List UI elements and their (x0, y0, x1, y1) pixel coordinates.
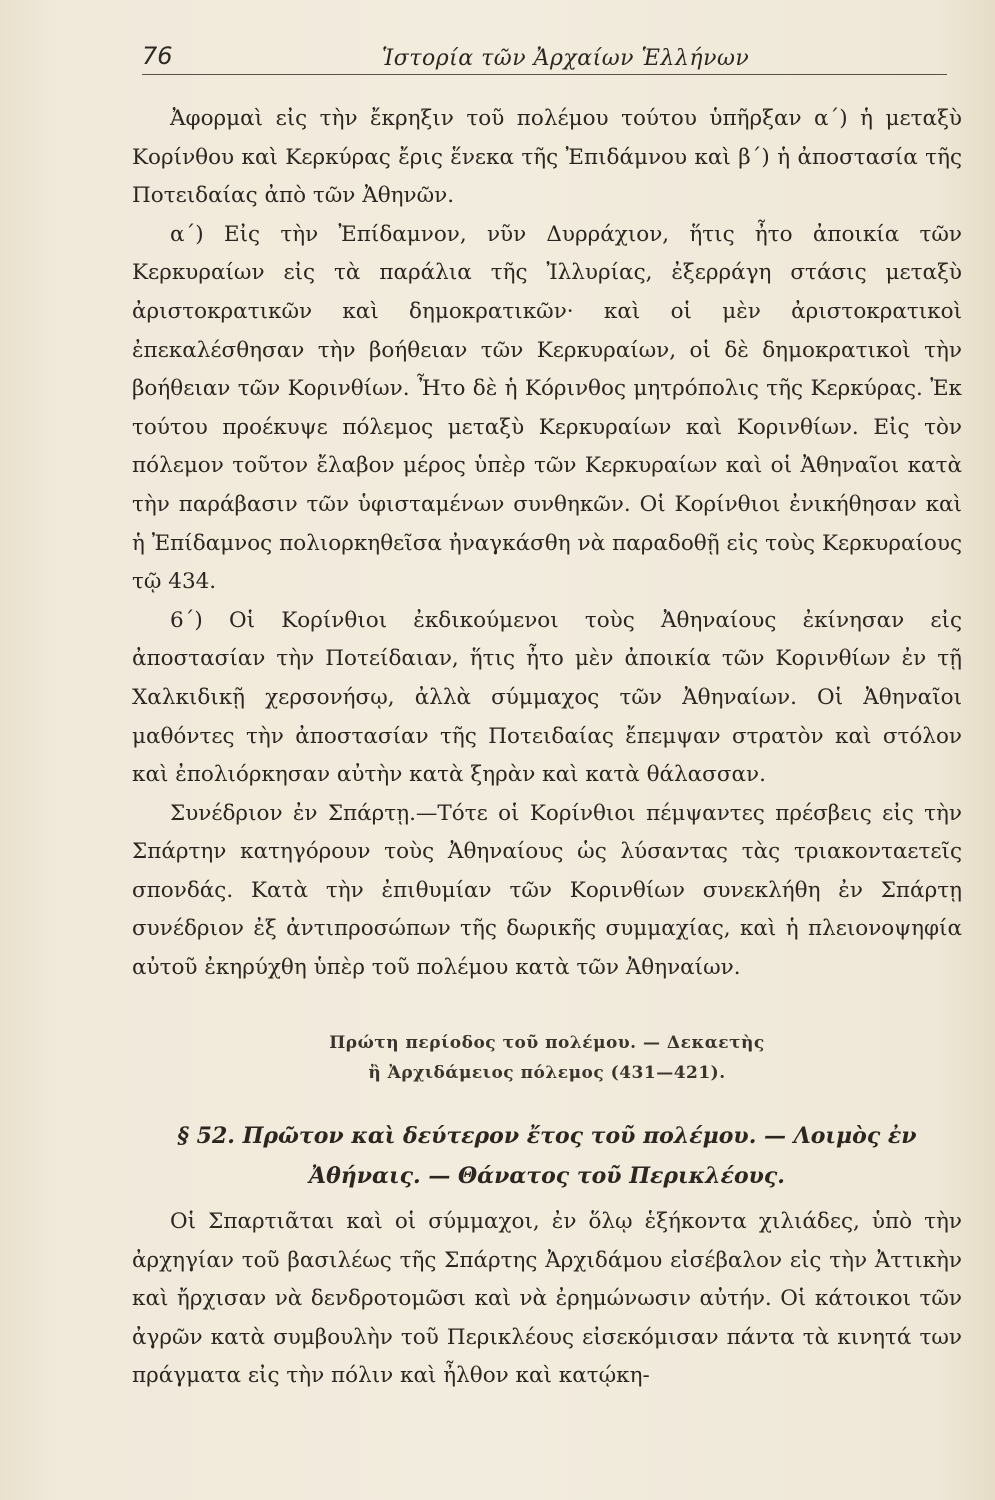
running-title: Ἱστορία τῶν Ἀρχαίων Ἑλλήνων (382, 46, 750, 71)
section-heading-line-2: ἢ Ἀρχιδάμειος πόλεμος (431—421). (368, 1063, 726, 1083)
paragraph-potidaea: 6΄) Οἱ Κορίνθιοι ἐκδικούμενοι τοὺς Ἀθηναίους ἐκίνησαν εἰς ἀποστασίαν τὴν Ποτείδαιαν, ἥτις ἦτο μὲν ἀποικία τῶν Κορινθίων ἐν τῇ Χαλκιδικῇ χερσονήσῳ, ἀλλὰ σύμμαχος τῶν Ἀθηναίων. Οἱ Ἀθηναῖοι μαθόντες τὴν ἀποστασίαν τῆς Ποτειδαίας ἔπεμψαν στρατὸν καὶ στόλον καὶ ἐπολιόρκησαν αὐτὴν κατὰ ξηρὰν καὶ κατὰ θάλασσαν. (132, 607, 962, 788)
subsection-title-line-2: Ἀθήναις. — Θάνατος τοῦ Περικλέους. (309, 1163, 785, 1189)
paragraph-epidamnus: α΄) Εἰς τὴν Ἐπίδαμνον, νῦν Δυρράχιον, ἥτις ἦτο ἀποικία τῶν Κερκυραίων εἰς τὰ παράλια τῆς Ἰλλυρίας, ἐξερράγη στάσις μεταξὺ ἀριστοκρατικῶν καὶ δημοκρατικῶν· καὶ οἱ μὲν ἀριστοκρατικοὶ ἐπεκαλέσθησαν τὴν βοήθειαν τῶν Κερκυραίων, οἱ δὲ δημοκρατικοὶ τὴν βοήθειαν τῶν Κορινθίων. Ἦτο δὲ ἡ Κόρινθος μητρόπολις τῆς Κερκύρας. Ἐκ τούτου προέκυψε πόλεμος μεταξὺ Κερκυραίων καὶ Κορινθίων. Εἰς τὸν πόλεμον τοῦτον ἔλαβον μέρος ὑπὲρ τῶν Κερκυραίων καὶ οἱ Ἀθηναῖοι κατὰ τὴν παράβασιν τῶν ὑφισταμένων συνθηκῶν. Οἱ Κορίνθιοι ἐνικήθησαν καὶ ἡ Ἐπίδαμνος πολιορκηθεῖσα ἠναγκάσθη νὰ παραδοθῇ εἰς τοὺς Κερκυραίους τῷ 434. (132, 221, 962, 595)
lower-text (132, 1203, 962, 1396)
subsection-title-line-1: § 52. Πρῶτον καὶ δεύτερον ἔτος τοῦ πολέμου. — Λοιμὸς ἐν (177, 1123, 917, 1149)
header-rule (142, 74, 947, 75)
section-heading-line-1: Πρώτη περίοδος τοῦ πολέμου. — Δεκαετὴς (329, 1033, 765, 1053)
page-header (142, 42, 962, 82)
paragraph-sparta-congress: Συνέδριον ἐν Σπάρτῃ.—Τότε οἱ Κορίνθιοι πέμψαντες πρέσβεις εἰς τὴν Σπάρτην κατηγόρουν τοὺς Ἀθηναίους ὡς λύσαντας τὰς τριακονταετεῖς σπονδάς. Κατὰ τὴν ἐπιθυμίαν τῶν Κορινθίων συνεκλήθη ἐν Σπάρτῃ συνέδριον ἐξ ἀντιπροσώπων τῆς δωρικῆς συμμαχίας, καὶ ἡ πλειονοψηφία αὐτοῦ ἐκηρύχθη ὑπὲρ τοῦ πολέμου κατὰ τῶν Ἀθηναίων. (132, 800, 962, 981)
body-text (132, 100, 962, 988)
paragraph-invasion: Οἱ Σπαρτιᾶται καὶ οἱ σύμμαχοι, ἐν ὅλῳ ἑξήκοντα χιλιάδες, ὑπὸ τὴν ἀρχηγίαν τοῦ βασιλέως τῆς Σπάρτης Ἀρχιδάμου εἰσέβαλον εἰς τὴν Ἀττικὴν καὶ ἤρχισαν νὰ δενδροτομῶσι καὶ νὰ ἐρημώνωσιν αὐτήν. Οἱ κάτοικοι τῶν ἀγρῶν κατὰ συμβουλὴν τοῦ Περικλέους εἰσεκόμισαν πάντα τὰ κινητά των πράγματα εἰς τὴν πόλιν καὶ ἦλθον καὶ κατῴκη- (132, 1209, 962, 1389)
subsection-title (132, 1116, 962, 1196)
paragraph-causes: Ἀφορμαὶ εἰς τὴν ἔκρηξιν τοῦ πολέμου τούτου ὑπῆρξαν α΄) ἡ μεταξὺ Κορίνθου καὶ Κερκύρας ἔρις ἕνεκα τῆς Ἐπιδάμνου καὶ β΄) ἡ ἀποστασία τῆς Ποτειδαίας ἀπὸ τῶν Ἀθηνῶν. (132, 106, 962, 209)
page-number: 76 (142, 42, 173, 70)
section-heading (132, 1028, 962, 1088)
